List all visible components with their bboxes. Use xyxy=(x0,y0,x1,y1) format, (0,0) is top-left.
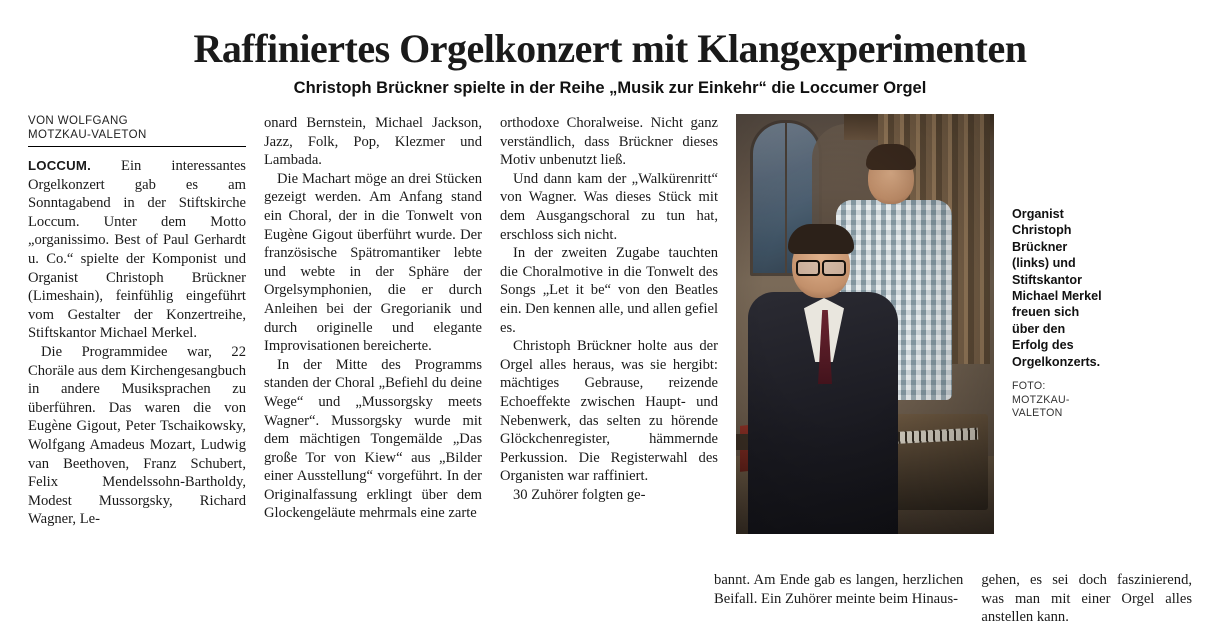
page-title: Raffiniertes Orgelkonzert mit Klangexperimenten xyxy=(193,26,1027,71)
paragraph: gehen, es sei doch faszinierend, was man mit einer Orgel alles anstellen kann. xyxy=(981,572,1193,626)
paragraph: Christoph Brückner holte aus der Orgel alles heraus, was sie hergibt: mächtiges Gebrause, reizende Echoeffekte zwischen Haupt- und Nebenwerk, das selten zu hörende Glöckchenregister, hämmernde Perkussion. Die Registerwahl des Organisten war raffiniert. xyxy=(500,338,718,485)
article-columns xyxy=(28,114,1192,609)
paragraph: 30 Zuhörer folgten ge- xyxy=(513,486,646,503)
paragraph-lead xyxy=(28,157,246,343)
paragraph-lead-text: Ein interessantes Orgelkonzert gab es am Sonntagabend in der Stiftskirche Loccum. Unter dem Motto „organissimo. Best of Paul Gerhardt u. Co.“ spielte der Komponist und Organist Christoph Brückner (Limeshain), feinfühlig eingeführt vom Gestalter der Konzertreihe, Stiftskantor Michael Merkel. xyxy=(28,158,246,342)
bottom-spacer-3 xyxy=(485,571,696,627)
article-column-4 xyxy=(714,571,963,627)
paragraph: In der Mitte des Programms standen der Choral „Befiehl du deine Wege“ und „Mussorgsky meets Wagner“. Mussorgsky wurde mit dem mächtigen Tongemälde „Das große Tor von Kiew“ aus „Bilder einer Ausstellung“ vorgeführt. In der Originalfassung erklingt über dem Glockengeläute mehrmals eine zarte xyxy=(264,356,482,522)
paragraph: onard Bernstein, Michael Jackson, Jazz, Folk, Pop, Klezmer und Lambada. xyxy=(264,115,482,169)
article-column-2 xyxy=(264,114,482,609)
paragraph: Und dann kam der „Walkürenritt“ von Wagner. Was dieses Stück mit dem Ausgangschoral zu tun hat, erschloss sich nicht. xyxy=(500,170,718,243)
article-caption-column xyxy=(1012,114,1108,609)
article-column-1 xyxy=(28,114,246,609)
dateline: LOCCUM. xyxy=(28,158,91,173)
photo-vignette xyxy=(736,114,994,534)
article-bottom-row xyxy=(28,571,1192,627)
photo-credit: FOTO: MOTZKAU-VALETON xyxy=(1012,380,1070,420)
paragraph: Die Programmidee war, 22 Choräle aus dem Kirchengesangbuch in andere Musiksprachen zu überführen. Das waren die von Eugène Gigout, Peter Tschaikowsky, Wolfgang Amadeus Mozart, Ludwig van Beethoven, Franz Schubert, Felix Mendelssohn-Bartholdy, Modest Mussorgsky, Richard Wagner, Le- xyxy=(28,343,246,528)
byline-line-1: VON WOLFGANG xyxy=(28,115,129,127)
paragraph: In der zweiten Zugabe tauchten die Choralmotive in die Tonwelt des Songs „Let it be“ von den Beatles ein. Den kennen alle, und allen gefiel es. xyxy=(500,245,719,336)
article-column-3 xyxy=(500,114,718,609)
byline-line-2: MOTZKAU-VALETON xyxy=(28,129,147,141)
bottom-spacer-1 xyxy=(28,571,239,627)
organ-console-two-men-photo xyxy=(736,114,994,534)
article-column-5 xyxy=(981,571,1192,627)
article-photo-column xyxy=(736,114,994,609)
article-subheadline: Christoph Brückner spielte in der Reihe „Musik zur Einkehr“ die Loccumer Orgel xyxy=(293,79,927,97)
paragraph: Die Machart möge an drei Stücken gezeigt werden. Am Anfang stand ein Choral, der in die Tonwelt von Eugène Gigout überführt wurde. Der französische Spätromantiker lebte und webte in der Sphäre der Orgelsymphonien, die er durch Anleihen bei der Gregorianik und durch originelle und elegante Improvisationen bereicherte. xyxy=(264,170,482,355)
paragraph: orthodoxe Choralweise. Nicht ganz verständlich, dass Brückner dieses Motiv unbenutzt ließ. xyxy=(500,115,718,169)
bottom-spacer-2 xyxy=(257,571,468,627)
photo-caption: Organist Christoph Brückner (links) und Stiftskantor Michael Merkel freuen sich über den Erfolg des Orgelkonzerts. xyxy=(1012,207,1102,369)
paragraph: bannt. Am Ende gab es langen, herzlichen Beifall. Ein Zuhörer meinte beim Hinaus- xyxy=(714,572,964,607)
byline xyxy=(28,114,246,147)
